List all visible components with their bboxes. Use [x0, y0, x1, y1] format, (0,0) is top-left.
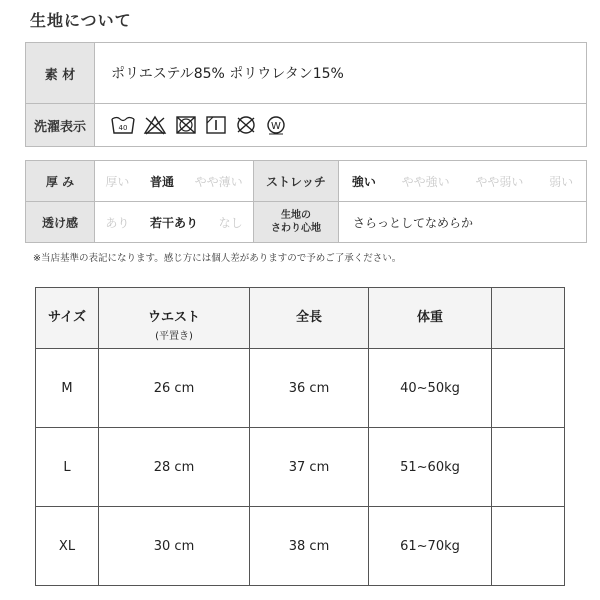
- wet-clean-icon: [265, 115, 287, 135]
- length-header: 全長: [250, 288, 369, 349]
- disclaimer-note: ※当店基準の表記になります。感じ方には個人差がありますので予めご了承ください。: [33, 253, 402, 264]
- wash-40-icon: [111, 115, 135, 135]
- transparency-option: あり: [105, 215, 130, 230]
- waist-sub-header: (平置き): [155, 331, 193, 342]
- size-cell: XL: [36, 507, 99, 586]
- size-cell: M: [36, 349, 99, 428]
- thickness-option: 厚い: [105, 174, 130, 189]
- stretch-option-selected: 強い: [351, 174, 376, 189]
- svg-text:W: W: [271, 121, 281, 132]
- feel-value: さらっとしてなめらか: [339, 202, 587, 243]
- weight-cell: 61~70kg: [369, 507, 492, 586]
- stretch-option: 弱い: [549, 174, 574, 189]
- transparency-option-selected: 若干あり: [149, 215, 198, 230]
- stretch-option: やや強い: [401, 174, 450, 189]
- table-row: [36, 428, 565, 507]
- weight-cell: 40~50kg: [369, 349, 492, 428]
- thickness-option-selected: 普通: [149, 174, 174, 189]
- waist-header: ウエスト (平置き): [99, 288, 250, 349]
- no-bleach-icon: [143, 115, 167, 135]
- care-label: 洗濯表示: [26, 104, 95, 147]
- extra-header: [492, 288, 565, 349]
- transparency-label: 透け感: [26, 202, 95, 243]
- feel-label-line2: さわり心地: [271, 223, 321, 234]
- wash-temp-text: 40: [118, 124, 128, 132]
- extra-cell: [492, 428, 565, 507]
- table-row: [36, 507, 565, 586]
- weight-cell: 51~60kg: [369, 428, 492, 507]
- size-header: サイズ: [36, 288, 99, 349]
- material-value: ポリエステル85% ポリウレタン15%: [95, 43, 587, 104]
- stretch-options: [339, 173, 586, 190]
- feel-label: [254, 202, 339, 243]
- transparency-options: [95, 214, 253, 231]
- waist-cell: 28 cm: [99, 428, 250, 507]
- drip-dry-shade-icon: [205, 115, 227, 135]
- feel-label-line1: 生地の: [281, 210, 311, 221]
- material-care-table: [25, 42, 587, 147]
- table-row: [36, 349, 565, 428]
- size-cell: L: [36, 428, 99, 507]
- stretch-option: やや弱い: [475, 174, 524, 189]
- length-cell: 36 cm: [250, 349, 369, 428]
- no-dry-clean-icon: [235, 115, 257, 135]
- transparency-option: なし: [218, 215, 243, 230]
- thickness-option: やや薄い: [194, 174, 243, 189]
- material-label: 素 材: [26, 43, 95, 104]
- extra-cell: [492, 507, 565, 586]
- length-cell: 37 cm: [250, 428, 369, 507]
- section-title: 生地について: [30, 11, 132, 30]
- fabric-properties-table: [25, 160, 587, 243]
- no-tumble-dry-icon: [175, 115, 197, 135]
- thickness-options: [95, 173, 253, 190]
- waist-cell: 26 cm: [99, 349, 250, 428]
- length-cell: 38 cm: [250, 507, 369, 586]
- care-icons: [111, 115, 586, 135]
- size-table: [35, 287, 565, 586]
- stretch-label: ストレッチ: [254, 161, 339, 202]
- extra-cell: [492, 349, 565, 428]
- waist-cell: 30 cm: [99, 507, 250, 586]
- thickness-label: 厚 み: [26, 161, 95, 202]
- weight-header: 体重: [369, 288, 492, 349]
